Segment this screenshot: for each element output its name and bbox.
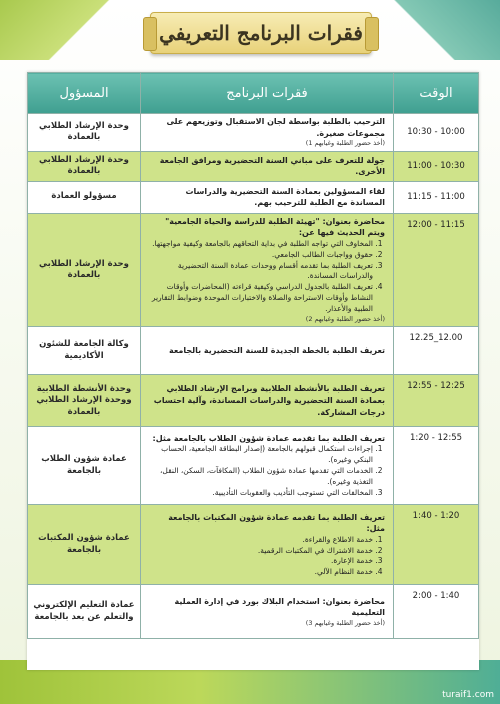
row-program-main: محاضرة بعنوان: استخدام البلاك بورد في إدارة العملية التعليمية (174, 596, 385, 618)
row-program (141, 114, 394, 152)
list-item: 1. إجراءات استكمال قبولهم بالجامعة (إصدار البطاقة الجامعية، الحساب البنكي وغيره). (149, 444, 373, 466)
row-program-main: لقاء المسؤولين بعمادة السنة التحضيرية والدراسات المساندة مع الطلبة للترحيب بهم. (185, 186, 385, 208)
table-row (28, 213, 479, 327)
row-program-main: جولة للتعرف على مباني السنة التحضيرية ومرافق الجامعة الأخرى. (159, 155, 385, 177)
table-row (28, 151, 479, 181)
row-time: 1:20 - 12:55 (394, 427, 479, 505)
row-program-note: (أخذ حضور الطلبة وغيابهم 2) (305, 314, 385, 323)
watermark-text: turaif1.com (442, 690, 494, 700)
list-item: 3. تعريف الطلبة بما تقدمه أقسام ووحدات عمادة السنة التحضيرية والدراسات المساندة. (149, 261, 373, 283)
row-time: 12.25_12.00 (394, 327, 479, 375)
list-item: 1. خدمة الاطلاع والقراءة. (149, 535, 373, 546)
row-program-list (149, 239, 385, 315)
row-responsible: عمادة التعليم الإلكتروني والتعلم عن بعد بالجامعة (28, 585, 141, 639)
row-program-main: تعريف الطلبة بالأنشطة الطلابية وبرامج الإرشاد الطلابي بعمادة السنة التحضيرية والدراسات المساندة، وآلية احتساب درجات المشاركة. (153, 384, 385, 417)
table-row (28, 114, 479, 152)
row-program-main: محاضرة بعنوان: "تهيئة الطلبة للدراسة والحياة الجامعية" ويتم الحديث فيها عن: (165, 216, 385, 238)
row-program (141, 505, 394, 585)
row-program-main: الترحيب بالطلبة بواسطة لجان الاستقبال وتوزيعهم على مجموعات صغيرة. (166, 117, 385, 138)
decorative-corner-left (0, 0, 120, 60)
row-program-list (149, 444, 385, 498)
table-row (28, 585, 479, 639)
list-item: 4. تعريف الطلبة بالجدول الدراسي وكيفية قراءته (المحاضرات وأوقات النشاط وأوقات الاستراحة والصلاة والاختبارات الموحدة وضوابط التقارير الطبية والأعذار. (149, 282, 373, 315)
table-row (28, 427, 479, 505)
list-item: 2. خدمة الاشتراك في المكتبات الرقمية. (149, 546, 373, 557)
table-row (28, 327, 479, 375)
row-responsible: عمادة شؤون المكتبات بالجامعة (28, 505, 141, 585)
table-row (28, 505, 479, 585)
header-program: فقرات البرنامج (141, 73, 394, 114)
decorative-corner-right (370, 0, 500, 60)
row-program (141, 427, 394, 505)
table-row (28, 181, 479, 213)
schedule-table-container (27, 72, 479, 670)
row-responsible: وحدة الأنشطة الطلابية ووحدة الإرشاد الطلابي بالعمادة (28, 375, 141, 427)
title-banner (150, 12, 372, 54)
list-item: 1. المخاوف التي تواجه الطلبة في بداية التحاقهم بالجامعة وكيفية مواجهتها. (149, 239, 373, 250)
row-program-main: تعريف الطلبة بما تقدمه عمادة شؤون الطلاب بالجامعة مثل: (152, 433, 385, 443)
row-responsible: وحدة الإرشاد الطلابي بالعمادة (28, 151, 141, 181)
header-time: الوقت (394, 73, 479, 114)
row-program-note: (أخذ حضور الطلبة وغيابهم 1) (305, 139, 385, 148)
row-program (141, 585, 394, 639)
row-program-main: تعريف الطلبة بالخطة الجديدة للسنة التحضيرية بالجامعة (169, 346, 385, 356)
list-item: 2. الخدمات التي تقدمها عمادة شؤون الطلاب (المكافآت، السكن، النقل، التغذية وغيره). (149, 466, 373, 488)
table-row (28, 375, 479, 427)
row-program-main: تعريف الطلبة بما تقدمه عمادة شؤون المكتبات بالجامعة مثل: (168, 512, 385, 534)
row-program-list (149, 535, 385, 579)
row-program (141, 151, 394, 181)
list-item: 2. حقوق وواجبات الطالب الجامعي. (149, 250, 373, 261)
row-time: 10:30 - 10:00 (394, 114, 479, 152)
row-responsible: وحدة الإرشاد الطلابي بالعمادة (28, 114, 141, 152)
row-responsible: عمادة شؤون الطلاب بالجامعة (28, 427, 141, 505)
row-time: 1:40 - 1:20 (394, 505, 479, 585)
row-program (141, 181, 394, 213)
row-responsible: وحدة الإرشاد الطلابي بالعمادة (28, 213, 141, 327)
table-header-row (28, 73, 479, 114)
list-item: 3. المخالفات التي تستوجب التأديب والعقوبات التأديبية. (149, 488, 373, 499)
row-program (141, 327, 394, 375)
row-responsible: وكالة الجامعة للشئون الأكاديمية (28, 327, 141, 375)
row-time: 12:55 - 12:25 (394, 375, 479, 427)
row-program (141, 375, 394, 427)
row-time: 12:00 - 11:15 (394, 213, 479, 327)
row-time: 11:15 - 11:00 (394, 181, 479, 213)
header-responsible: المسؤول (28, 73, 141, 114)
schedule-table (27, 72, 479, 639)
row-program (141, 213, 394, 327)
page-title: فقرات البرنامج التعريفي (159, 21, 363, 45)
row-time: 11:00 - 10:30 (394, 151, 479, 181)
row-time: 2:00 - 1:40 (394, 585, 479, 639)
row-program-note: (أخذ حضور الطلبة وغيابهم 3) (305, 618, 385, 627)
row-responsible: مسؤولو العمادة (28, 181, 141, 213)
list-item: 3. خدمة الإعارة. (149, 556, 373, 567)
list-item: 4. خدمة النظام الآلي. (149, 567, 373, 578)
